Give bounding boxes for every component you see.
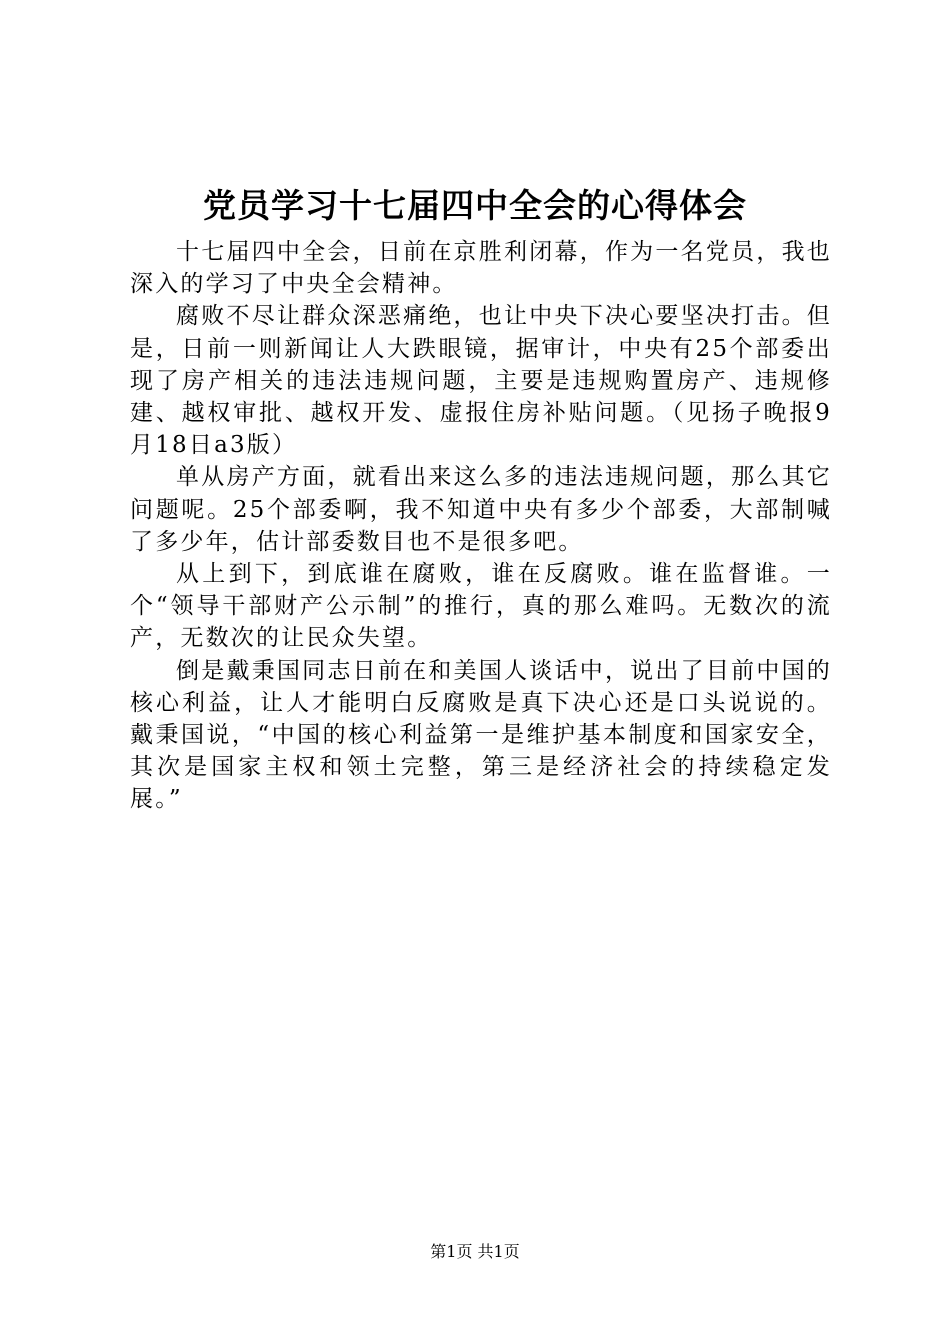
paragraph-3: 单从房产方面，就看出来这么多的违法违规问题，那么其它问题呢。25个部委啊，我不知道中央有多少个部委，大部制喊了多少年，估计部委数目也不是很多吧。 [130, 464, 832, 555]
page-number-footer: 第1页 共1页 [430, 1242, 520, 1261]
paragraph-1: 十七届四中全会，日前在京胜利闭幕，作为一名党员，我也深入的学习了中央全会精神。 [130, 239, 832, 298]
document-body [130, 236, 832, 816]
paragraph-4: 从上到下，到底谁在腐败，谁在反腐败。谁在监督谁。一个“领导干部财产公示制”的推行，真的那么难吗。无数次的流产，无数次的让民众失望。 [130, 561, 832, 652]
paragraph-2: 腐败不尽让群众深恶痛绝，也让中央下决心要坚决打击。但是，日前一则新闻让人大跌眼镜，据审计，中央有25个部委出现了房产相关的违法违规问题，主要是违规购置房产、违规修建、越权审批、越权开发、虚报住房补贴问题。（见扬子晚报9月18日a3版） [130, 303, 832, 459]
paragraph-5: 倒是戴秉国同志日前在和美国人谈话中，说出了目前中国的核心利益，让人才能明白反腐败是真下决心还是口头说说的。戴秉国说，“中国的核心利益第一是维护基本制度和国家安全，其次是国家主权和领土完整，第三是经济社会的持续稳定发展。” [130, 657, 832, 813]
document-title: 党员学习十七届四中全会的心得体会 [203, 186, 747, 225]
